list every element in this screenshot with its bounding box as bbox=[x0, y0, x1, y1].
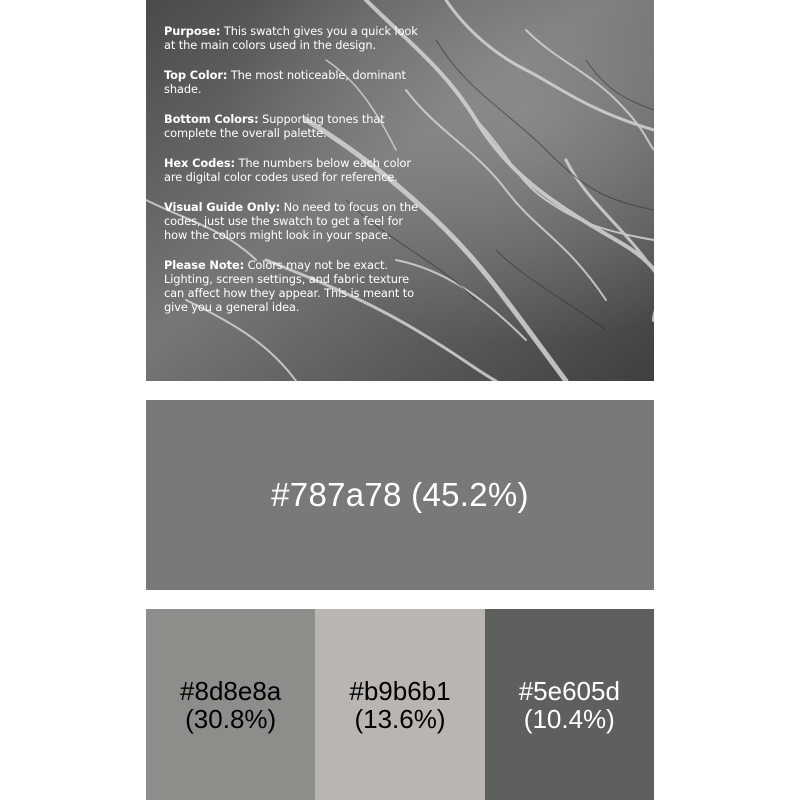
main-swatch-label: #787a78 (45.2%) bbox=[271, 476, 529, 513]
note-bottom-colors: Bottom Colors: Supporting tones that complete the overall palette. bbox=[164, 112, 385, 140]
supporting-swatches bbox=[146, 609, 654, 800]
notes-list bbox=[164, 24, 428, 330]
marble-info-panel bbox=[146, 0, 654, 381]
main-color-swatch bbox=[146, 400, 654, 590]
note-please-note: Please Note: Colors may not be exact. Lighting, screen settings, and fabric texture can affect how they appear. This is meant to give you a general idea. bbox=[164, 258, 414, 314]
note-visual-guide: Visual Guide Only: No need to focus on the codes, just use the swatch to get a feel for how the colors might look in your space. bbox=[164, 200, 419, 242]
sub-swatch-hex: #b9b6b1 bbox=[349, 675, 451, 706]
note-hex-codes: Hex Codes: The numbers below each color are digital color codes used for reference. bbox=[164, 156, 411, 184]
sub-swatch-percent: (10.4%) bbox=[523, 703, 615, 734]
sub-swatch-hex: #5e605d bbox=[518, 675, 620, 706]
sub-swatch-percent: (30.8%) bbox=[185, 703, 277, 734]
sub-swatch-2 bbox=[315, 609, 484, 800]
sub-swatch-1 bbox=[146, 609, 315, 800]
sub-swatch-3 bbox=[485, 609, 654, 800]
sub-swatch-hex: #8d8e8a bbox=[180, 675, 282, 706]
note-purpose: Purpose: This swatch gives you a quick look at the main colors used in the design. bbox=[164, 24, 418, 52]
sub-swatch-percent: (13.6%) bbox=[354, 703, 446, 734]
note-top-color: Top Color: The most noticeable, dominant shade. bbox=[164, 68, 406, 96]
